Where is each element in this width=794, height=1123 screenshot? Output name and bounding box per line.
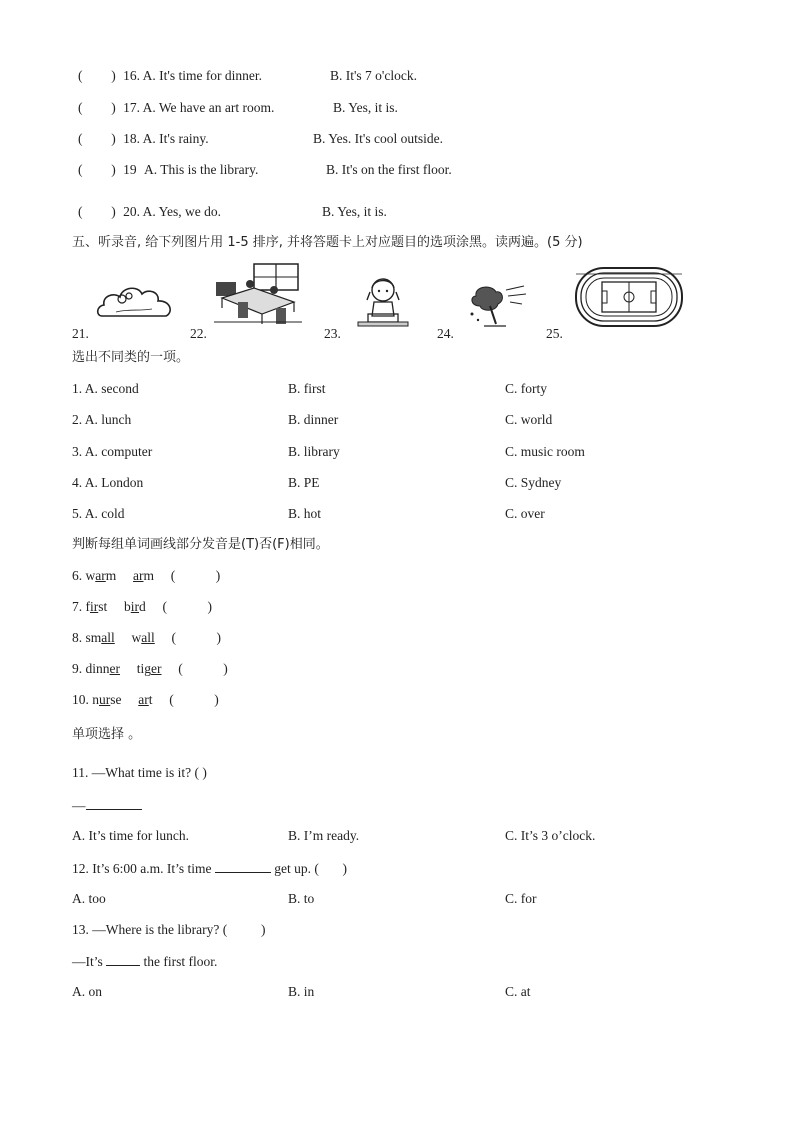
answer-paren-open[interactable]: ( [78, 204, 83, 219]
word-two: arm [133, 568, 155, 583]
section-five-title: 五、听录音, 给下列图片用 1-5 排序, 并将答题卡上对应题目的选项涂黑。读两遍。(5 分) [72, 235, 583, 250]
question-number: 20. [123, 204, 140, 219]
picture-number: 23. [324, 326, 341, 341]
option-a: 2. A. lunch [72, 412, 132, 427]
item-number: 10. [72, 692, 89, 707]
answer-paren-close[interactable]: ) [111, 204, 116, 219]
question-16 [78, 68, 262, 84]
option-a: A. It’s time for lunch. [72, 828, 189, 843]
option-a: A. on [72, 984, 102, 999]
option-b: B. It's on the first floor. [326, 162, 452, 177]
word-one: nurse [92, 692, 122, 707]
option-b: B. to [288, 891, 315, 906]
phonics-title: 判断每组单词画线部分发音是(T)否(F)相同。 [72, 537, 329, 552]
option-c: C. Sydney [505, 475, 562, 490]
answer-paren-open[interactable]: ( [78, 131, 83, 146]
option-c: C. forty [505, 381, 547, 396]
option-b: B. dinner [288, 412, 339, 427]
option-b: B. It's 7 o'clock. [330, 68, 417, 83]
phonics-item [72, 568, 220, 584]
answer-blank[interactable] [215, 860, 271, 873]
option-a: 4. A. London [72, 475, 144, 490]
playground-icon [574, 266, 684, 328]
picture-number: 25. [546, 326, 563, 341]
word-one: first [85, 599, 108, 614]
girl-reading-icon [354, 276, 412, 328]
option-a: 1. A. second [72, 381, 139, 396]
word-two: tiger [136, 661, 162, 676]
word-two: bird [124, 599, 146, 614]
single-choice-title: 单项选择 。 [72, 727, 142, 742]
question-13-answer-line: —It’s the first floor. [72, 954, 218, 969]
question-11-answer-line: — [72, 797, 142, 814]
windy-tree-icon [466, 282, 528, 328]
word-two: art [138, 692, 153, 707]
question-13-stem: 13. —Where is the library? ( ) [72, 922, 266, 937]
option-c: C. It’s 3 o’clock. [505, 828, 596, 843]
answer-paren[interactable]: ( ) [178, 661, 228, 676]
word-one: warm [85, 568, 117, 583]
question-19 [78, 162, 258, 178]
question-17 [78, 100, 274, 116]
option-b: B. PE [288, 475, 320, 490]
word-one: dinner [85, 661, 121, 676]
item-number: 6. [72, 568, 83, 583]
dining-room-icon [214, 262, 302, 328]
answer-blank[interactable] [86, 797, 142, 810]
option-c: C. music room [505, 444, 585, 459]
answer-paren-close[interactable]: ) [111, 131, 116, 146]
picture-number: 24. [437, 326, 454, 341]
question-18 [78, 131, 209, 147]
option-a: 5. A. cold [72, 506, 125, 521]
phonics-item [72, 661, 228, 677]
option-b: B. in [288, 984, 315, 999]
option-b: B. Yes, it is. [322, 204, 387, 219]
answer-paren-close[interactable]: ) [111, 162, 116, 177]
item-number: 7. [72, 599, 83, 614]
answer-paren-close[interactable]: ) [111, 68, 116, 83]
item-number: 9. [72, 661, 83, 676]
option-a: A. It's time for dinner. [142, 68, 263, 83]
option-b: B. Yes. It's cool outside. [313, 131, 443, 146]
word-two: wall [131, 630, 155, 645]
option-b: B. library [288, 444, 340, 459]
picture-number: 21. [72, 326, 89, 341]
answer-paren-close[interactable]: ) [111, 100, 116, 115]
option-b: B. Yes, it is. [333, 100, 398, 115]
option-a: A. too [72, 891, 106, 906]
odd-one-out-title: 选出不同类的一项。 [72, 350, 190, 365]
answer-paren[interactable]: ( ) [171, 630, 222, 645]
phonics-item [72, 630, 221, 646]
option-a: A. This is the library. [144, 162, 259, 177]
question-number: 17. [123, 100, 140, 115]
option-a: A. Yes, we do. [142, 204, 222, 219]
picture-number: 22. [190, 326, 207, 341]
question-20 [78, 204, 221, 220]
answer-paren-open[interactable]: ( [78, 162, 83, 177]
cloud-icon [96, 282, 176, 322]
phonics-item [72, 692, 219, 708]
phonics-item [72, 599, 212, 615]
question-number: 18. [123, 131, 140, 146]
option-b: B. first [288, 381, 326, 396]
question-number: 19 [123, 162, 137, 177]
option-b: B. I’m ready. [288, 828, 360, 843]
question-11-stem: 11. —What time is it? ( ) [72, 765, 207, 780]
option-c: C. at [505, 984, 531, 999]
option-a: 3. A. computer [72, 444, 153, 459]
option-a: A. It's rainy. [142, 131, 209, 146]
question-12-stem: 12. It’s 6:00 a.m. It’s time get up. ( ) [72, 861, 347, 876]
option-c: C. for [505, 891, 537, 906]
question-number: 16. [123, 68, 140, 83]
option-c: C. over [505, 506, 545, 521]
option-c: C. world [505, 412, 553, 427]
word-one: small [85, 630, 115, 645]
option-a: A. We have an art room. [142, 100, 275, 115]
item-number: 8. [72, 630, 83, 645]
answer-paren[interactable]: ( ) [170, 568, 221, 583]
answer-paren[interactable]: ( ) [162, 599, 213, 614]
answer-paren-open[interactable]: ( [78, 100, 83, 115]
option-b: B. hot [288, 506, 322, 521]
answer-paren-open[interactable]: ( [78, 68, 83, 83]
answer-blank[interactable] [106, 953, 140, 966]
answer-paren[interactable]: ( ) [169, 692, 219, 707]
